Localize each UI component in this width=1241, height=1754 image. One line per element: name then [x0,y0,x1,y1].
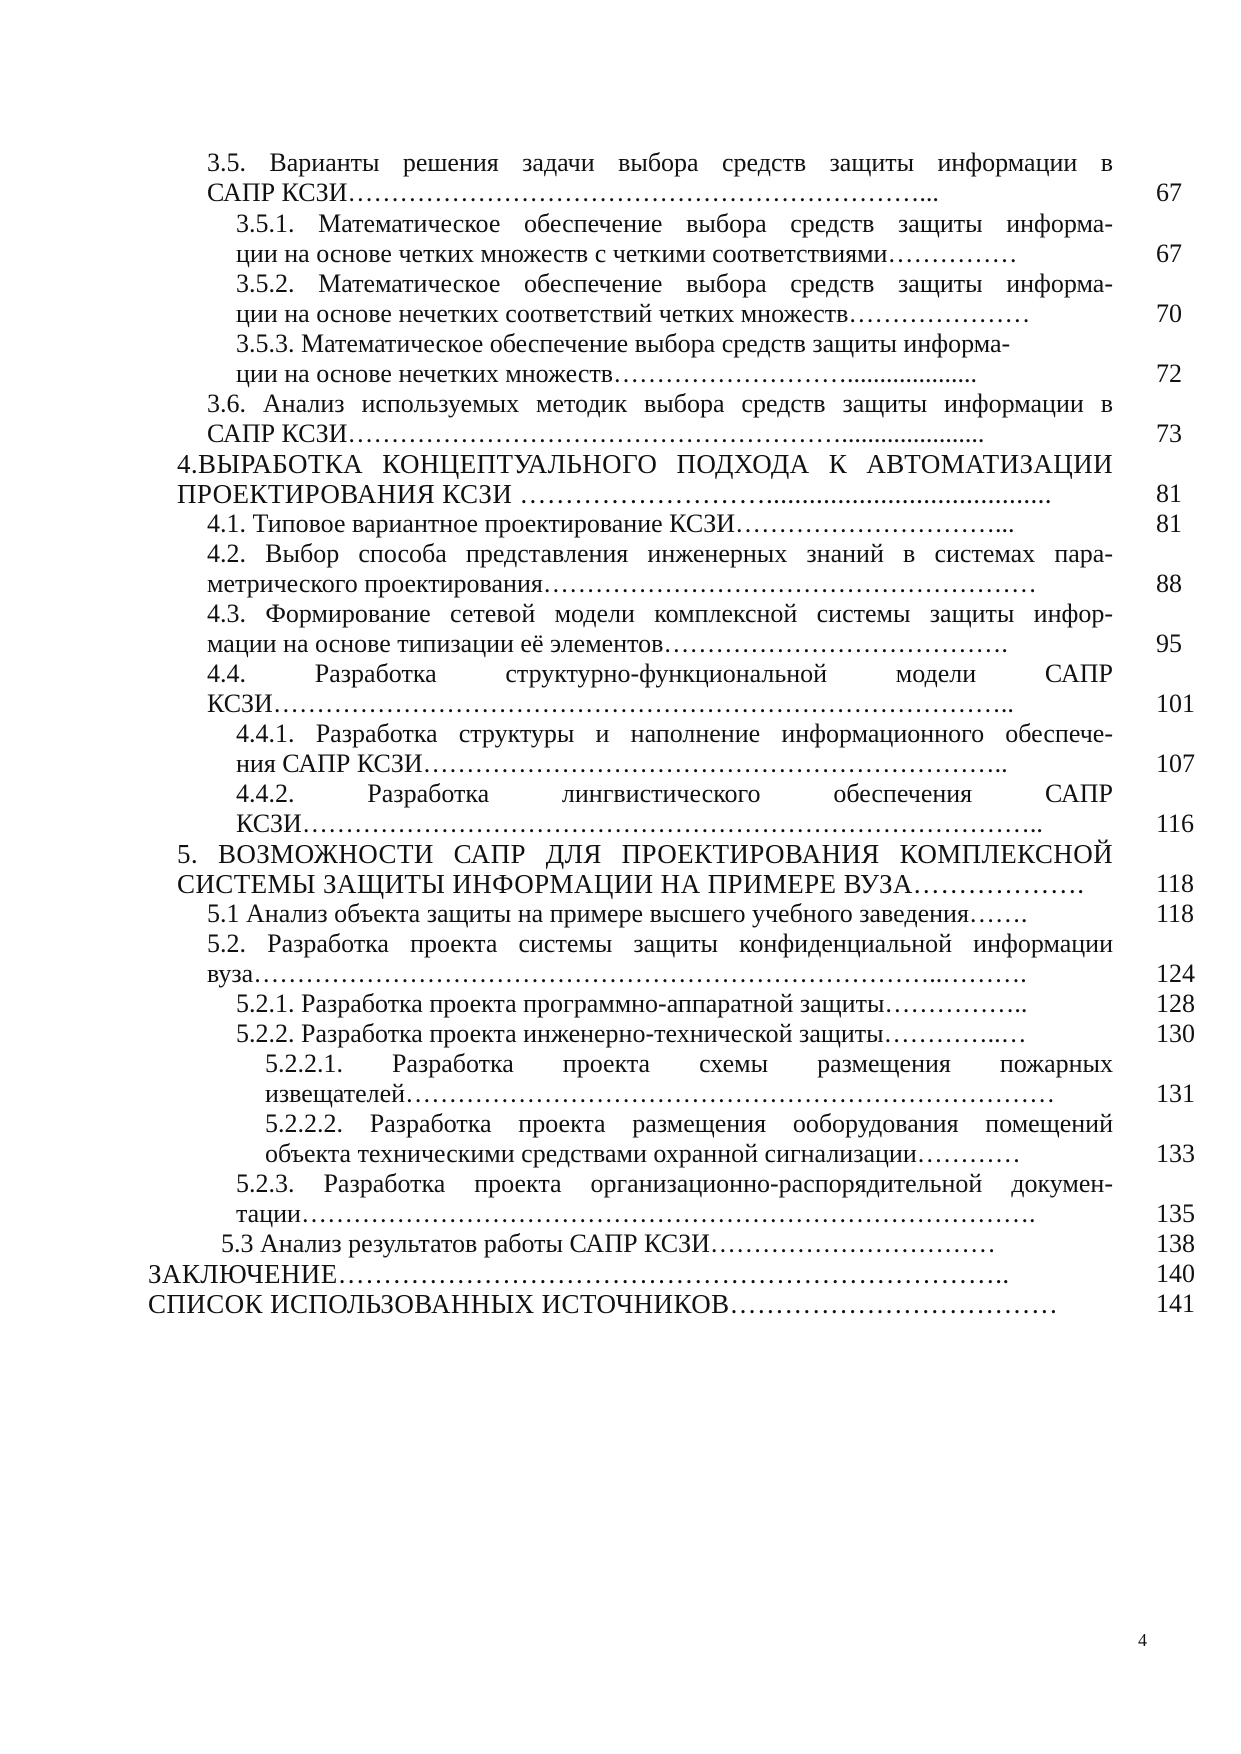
toc-entry-3-5-1-line1: 3.5.1. Математическое обеспечение выбора средств защиты информа- [236,209,1113,238]
toc-page-number: 124 [1156,959,1195,988]
toc-entry-3-6-line2: САПР КСЗИ…………………………………………………...................... [207,419,985,448]
toc-page-number: 135 [1156,1199,1195,1228]
toc-entry-3-5-3-line1: 3.5.3. Математическое обеспечение выбора средств защиты информа- [236,329,1011,358]
toc-page-number: 73 [1156,419,1182,448]
toc-page-number: 67 [1156,239,1182,268]
toc-entry-4-4-line2: КСЗИ………………………………………………………………………….. [207,689,1014,718]
toc-entry-4-2-line1: 4.2. Выбор способа представления инженерных знаний в системах пара- [207,539,1113,568]
toc-entry-3-5-2-line2: ции на основе нечетких соответствий четких множеств………………… [236,299,1031,328]
toc-page-number: 133 [1156,1139,1195,1168]
toc-page-number: 107 [1156,749,1195,778]
toc-entry-5-1: 5.1 Анализ объекта защиты на примере высшего учебного заведения……. [207,899,1028,928]
toc-chapter-4-line1: 4.ВЫРАБОТКА КОНЦЕПТУАЛЬНОГО ПОДХОДА К АВТОМАТИЗАЦИИ [177,449,1113,479]
toc-entry-3-5-2-line1: 3.5.2. Математическое обеспечение выбора средств защиты информа- [236,269,1113,298]
toc-entry-4-4-1-line2: ния САПР КСЗИ………………………………………………………….. [236,749,1008,778]
toc-page-number: 67 [1156,178,1182,207]
toc-entry-5-2-1: 5.2.1. Разработка проекта программно-аппаратной защиты…………….. [236,989,1028,1018]
toc-entry-5-3: 5.3 Анализ результатов работы САПР КСЗИ…………………………… [221,1229,996,1258]
toc-entry-3-6-line1: 3.6. Анализ используемых методик выбора средств защиты информации в [207,389,1113,418]
toc-entry-4-3-line2: мации на основе типизации её элементов…………………………………. [207,629,1008,658]
toc-entry-3-5-line2: САПР КСЗИ…………………………………………………………... [207,178,939,207]
toc-entry-4-1: 4.1. Типовое вариантное проектирование КСЗИ…………………………... [207,509,1015,538]
toc-page-number: 81 [1156,509,1182,538]
toc-page-number: 128 [1156,989,1195,1018]
toc-entry-5-2-2-2-line2: объекта техническими средствами охранной сигнализации………… [265,1139,1021,1168]
toc-entry-5-2-3-line1: 5.2.3. Разработка проекта организационно-распорядительной докумен- [236,1169,1113,1198]
toc-entry-4-3-line1: 4.3. Формирование сетевой модели комплексной системы защиты инфор- [207,599,1113,628]
toc-page-number: 116 [1156,809,1195,838]
toc-entry-5-2-line2: вуза……………………………………………………………………..………. [207,959,1027,988]
toc-page-number: 95 [1156,629,1182,658]
toc-page-number: 130 [1156,1019,1195,1048]
toc-page-number: 131 [1156,1079,1195,1108]
toc-page-number: 138 [1156,1229,1195,1258]
toc-page-number: 118 [1156,869,1195,898]
toc-entry-3-5-line1: 3.5. Варианты решения задачи выбора средств защиты информации в [207,148,1113,177]
toc-chapter-5-line1: 5. ВОЗМОЖНОСТИ САПР ДЛЯ ПРОЕКТИРОВАНИЯ КОМПЛЕКСНОЙ [177,839,1113,869]
toc-entry-5-2-2-1-line2: извещателей………………………………………………………………… [265,1079,1056,1108]
toc-chapter-4-line2: ПРОЕКТИРОВАНИЯ КСЗИ ………………………........................................ [177,479,1052,509]
toc-chapter-5-line2: СИСТЕМЫ ЗАЩИТЫ ИНФОРМАЦИИ НА ПРИМЕРЕ ВУЗА………………. [177,869,1085,899]
toc-entry-5-2-2: 5.2.2. Разработка проекта инженерно-технической защиты…………..… [236,1019,1027,1048]
toc-entry-4-4-2-line2: КСЗИ………………………………………………………………………….. [236,809,1043,838]
toc-page-number: 118 [1156,899,1195,928]
toc-entry-4-4-2-line1: 4.4.2. Разработка лингвистического обеспечения САПР [236,779,1113,808]
toc-entry-conclusion: ЗАКЛЮЧЕНИЕ……………………………………………………………….. [148,1259,1010,1289]
toc-entry-4-4-1-line1: 4.4.1. Разработка структуры и наполнение информационного обеспече- [236,719,1113,748]
page-number: 4 [1138,1630,1147,1650]
toc-page-number: 81 [1156,479,1182,508]
toc-entry-5-2-line1: 5.2. Разработка проекта системы защиты конфиденциальной информации [207,929,1113,958]
toc-entry-references: СПИСОК ИСПОЛЬЗОВАННЫХ ИСТОЧНИКОВ……………………………… [148,1289,1059,1319]
toc-entry-4-2-line2: метрического проектирования………………………………………………… [207,569,1037,598]
toc-page-number: 141 [1156,1289,1195,1318]
toc-page-number: 140 [1156,1259,1195,1288]
toc-page-number: 88 [1156,569,1182,598]
toc-page-number: 101 [1156,689,1195,718]
toc-entry-3-5-1-line2: ции на основе четких множеств с четкими соответствиями…………… [236,239,1018,268]
toc-entry-5-2-2-2-line1: 5.2.2.2. Разработка проекта размещения ооборудования помещений [265,1109,1113,1138]
toc-page-number: 70 [1156,299,1182,328]
toc-entry-5-2-3-line2: тации…………………………………………………………………………. [236,1199,1036,1228]
toc-entry-3-5-3-line2: ции на основе нечетких множеств……………………….................... [236,359,977,388]
toc-page-number: 72 [1156,359,1182,388]
toc-entry-5-2-2-1-line1: 5.2.2.1. Разработка проекта схемы размещения пожарных [265,1049,1113,1078]
toc-entry-4-4-line1: 4.4. Разработка структурно-функциональной модели САПР [207,659,1113,688]
